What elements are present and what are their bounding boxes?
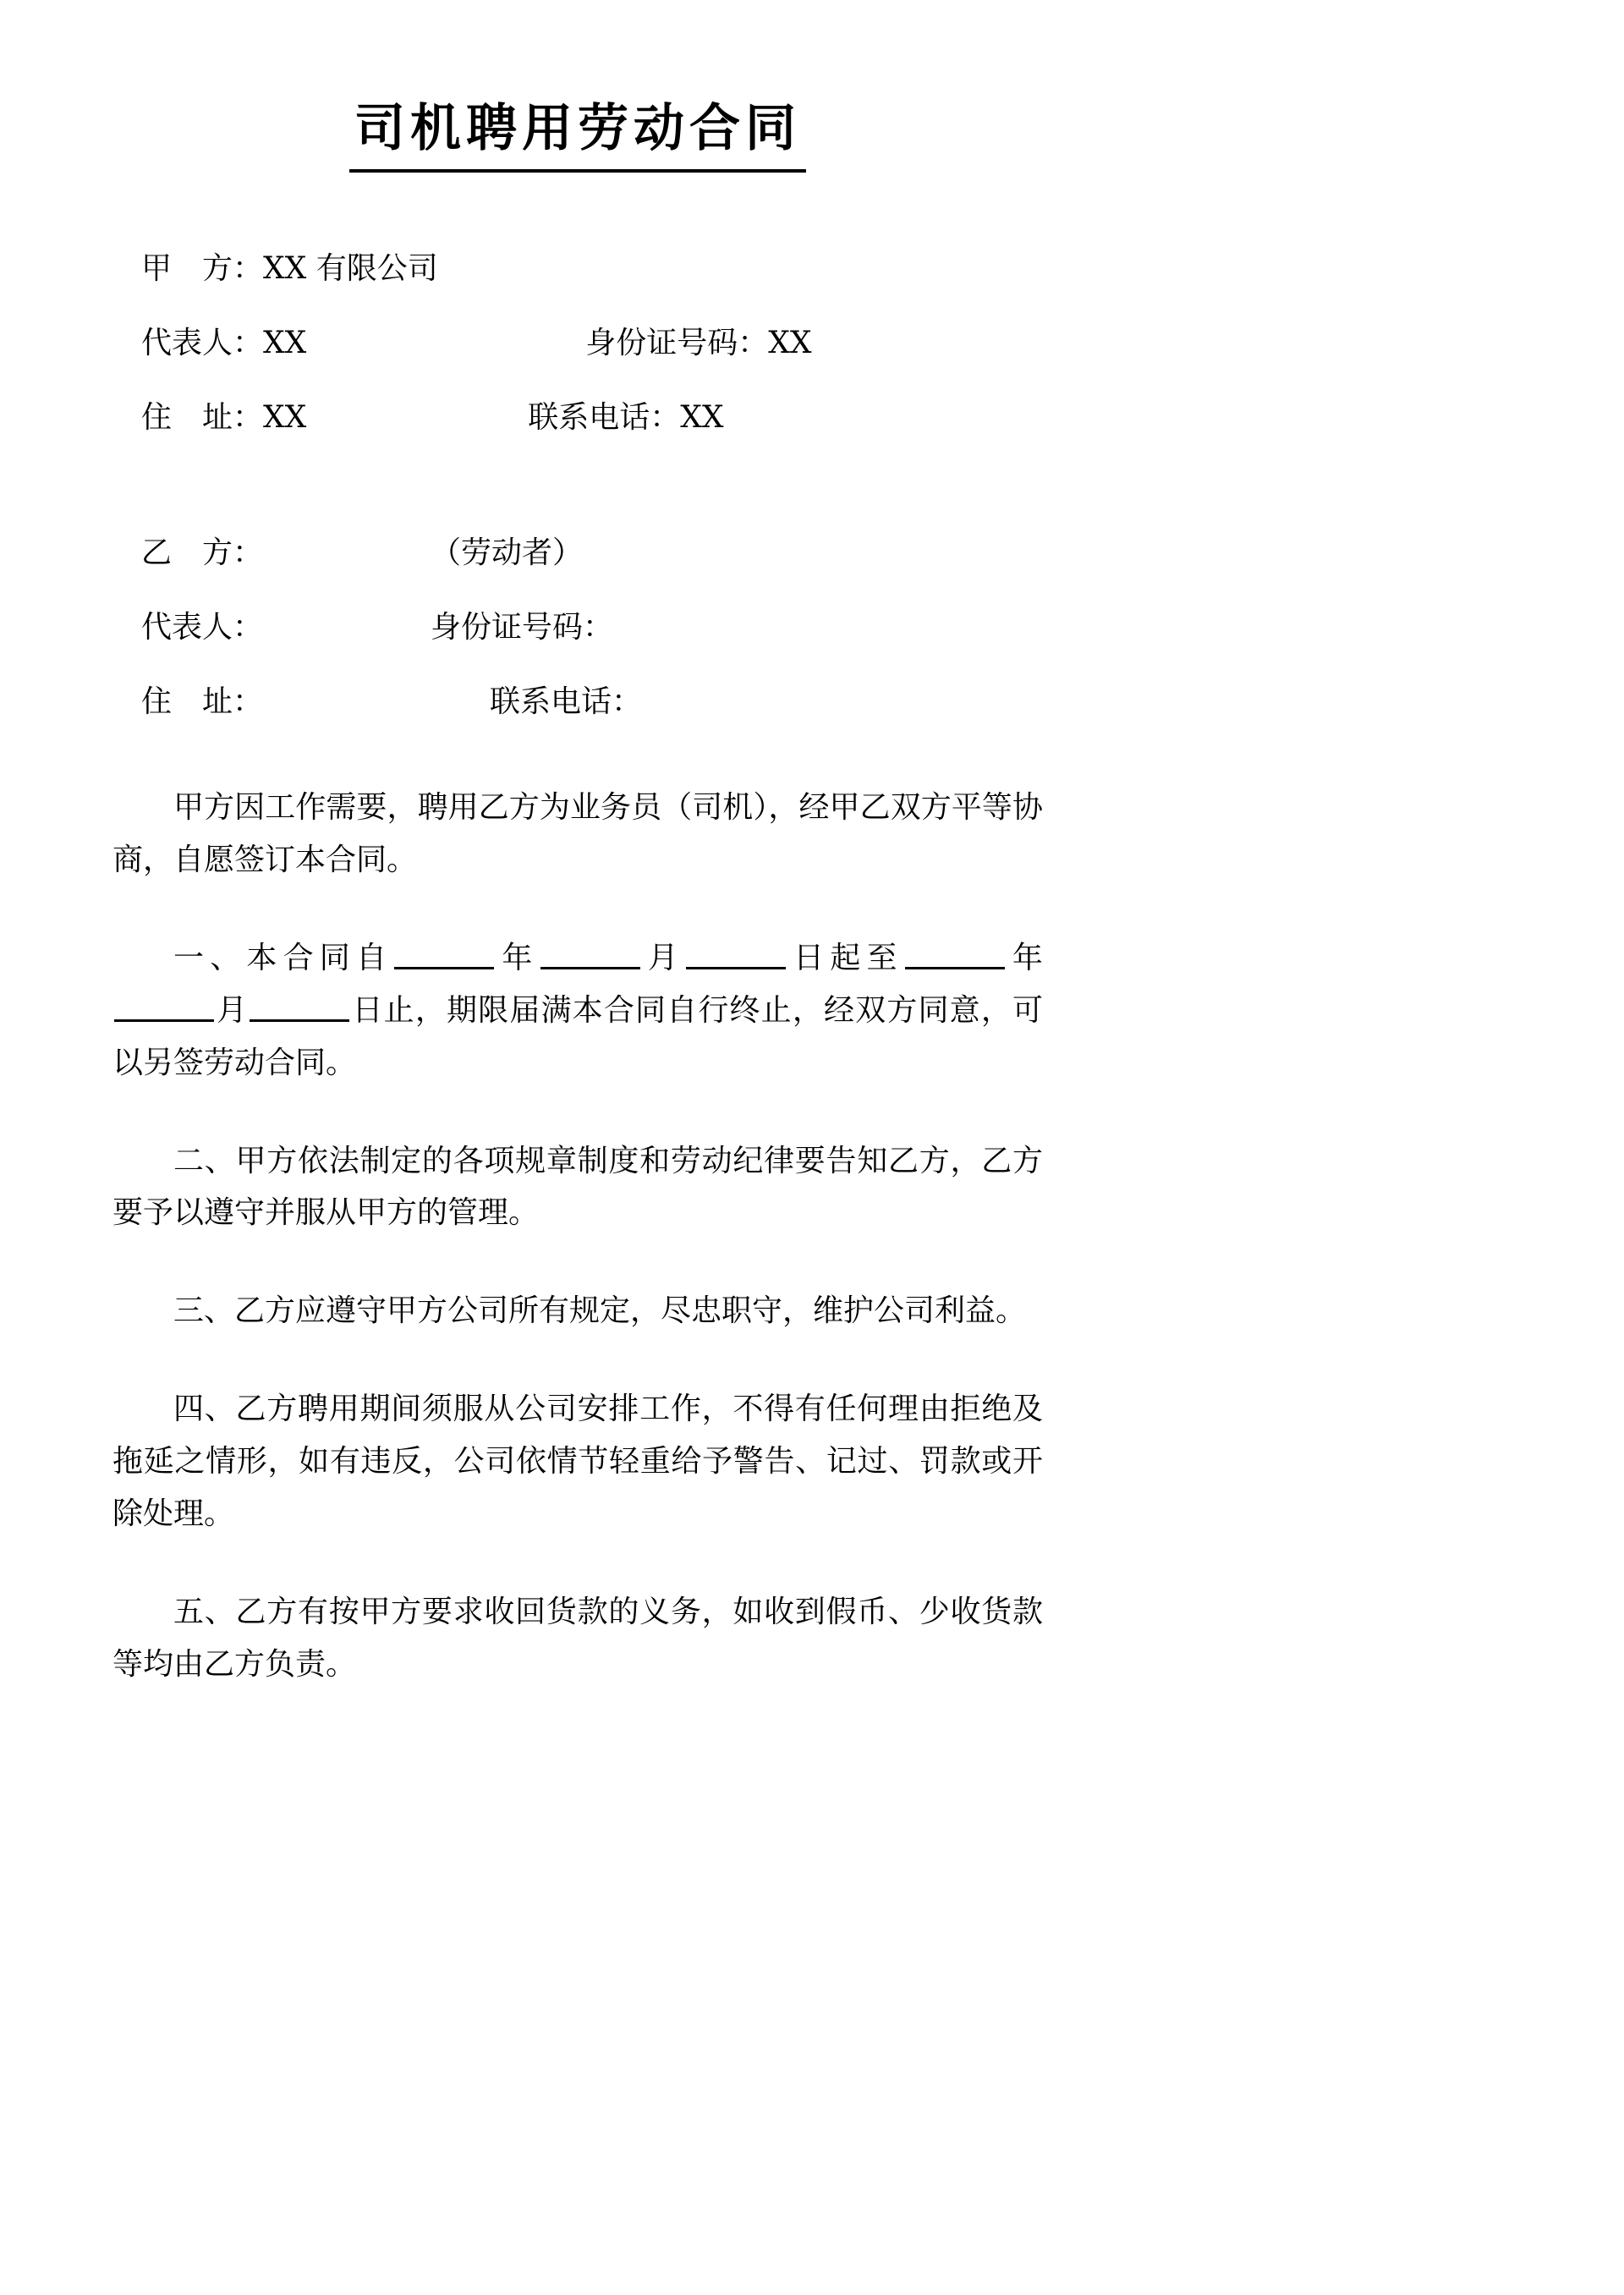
clause-text-run: 一、本合同自: [173, 940, 393, 975]
clause-3-paragraph: [112, 1285, 1043, 1337]
party-b-address-row: [112, 684, 1043, 719]
party-a-name-label: 甲 方：: [141, 251, 264, 286]
party-b-representative-row: [112, 612, 1043, 643]
party-a-name-row: [112, 251, 1043, 286]
party-a-id-value: XX: [768, 326, 812, 360]
party-b-name-value: （劳动者）: [431, 535, 584, 570]
party-a-address-row: [112, 400, 1043, 435]
party-a-phone-label: 联系电话：: [528, 400, 681, 435]
preamble-text: 甲方因工作需要，聘用乙方为业务员（司机），经甲乙双方平等协商，自愿签订本合同。: [112, 790, 1043, 877]
clause-text-run: 年: [496, 940, 539, 975]
party-a-representative-label: 代表人：: [141, 326, 264, 360]
party-a-address-value: XX: [263, 400, 307, 435]
clause-2-text: 二、甲方依法制定的各项规章制度和劳动纪律要告知乙方，乙方要予以遵守并服从甲方的管理。: [112, 1143, 1043, 1231]
clause-1-paragraph: [112, 932, 1043, 1090]
preamble-paragraph: [112, 782, 1043, 887]
fill-in-blank[interactable]: [250, 1019, 349, 1022]
party-b-name-label: 乙 方：: [141, 535, 264, 570]
party-b-block: [112, 535, 1043, 719]
clause-text-run: 日止，期限届满本合同自行终止，经双方同意，可以另签劳动合同。: [112, 992, 1043, 1080]
party-a-representative-value: XX: [263, 326, 307, 360]
page-title-text: 司机聘用劳动合同: [349, 97, 806, 173]
clause-4-text: 四、乙方聘用期间须服从公司安排工作，不得有任何理由拒绝及拖延之情形，如有违反，公司依情节轻重给予警告、记过、罚款或开除处理。: [112, 1392, 1043, 1532]
party-b-phone-label: 联系电话：: [490, 684, 643, 719]
clause-1-text: [112, 932, 1043, 1090]
party-a-address-label: 住 址：: [141, 400, 264, 435]
clause-2-paragraph: [112, 1135, 1043, 1240]
fill-in-blank[interactable]: [686, 967, 786, 969]
party-a-block: [112, 251, 1043, 435]
clause-4-paragraph: [112, 1383, 1043, 1540]
clause-3-text: 三、乙方应遵守甲方公司所有规定，尽忠职守，维护公司利益。: [173, 1293, 1027, 1329]
clause-5-paragraph: [112, 1586, 1043, 1691]
clause-text-run: 年: [1006, 940, 1043, 975]
party-b-name-row: [112, 535, 1043, 570]
party-b-address-label: 住 址：: [141, 684, 264, 719]
clause-text-run: 月: [216, 992, 249, 1028]
document-content-column: [112, 0, 1043, 1691]
clause-text-run: 月: [641, 940, 684, 975]
fill-in-blank[interactable]: [114, 1019, 214, 1022]
party-a-phone-value: XX: [680, 400, 724, 435]
page-title: [112, 0, 1043, 173]
party-a-representative-row: [112, 328, 1043, 359]
fill-in-blank[interactable]: [394, 967, 494, 969]
party-a-id-label: 身份证号码：: [585, 326, 769, 360]
party-b-representative-label: 代表人：: [141, 610, 264, 645]
clause-5-text: 五、乙方有按甲方要求收回货款的义务，如收到假币、少收货款等均由乙方负责。: [112, 1594, 1043, 1682]
fill-in-blank[interactable]: [540, 967, 640, 969]
party-a-name-value: XX 有限公司: [263, 251, 438, 286]
fill-in-blank[interactable]: [905, 967, 1005, 969]
clause-text-run: 日起至: [787, 940, 903, 975]
party-b-id-label: 身份证号码：: [431, 610, 614, 645]
